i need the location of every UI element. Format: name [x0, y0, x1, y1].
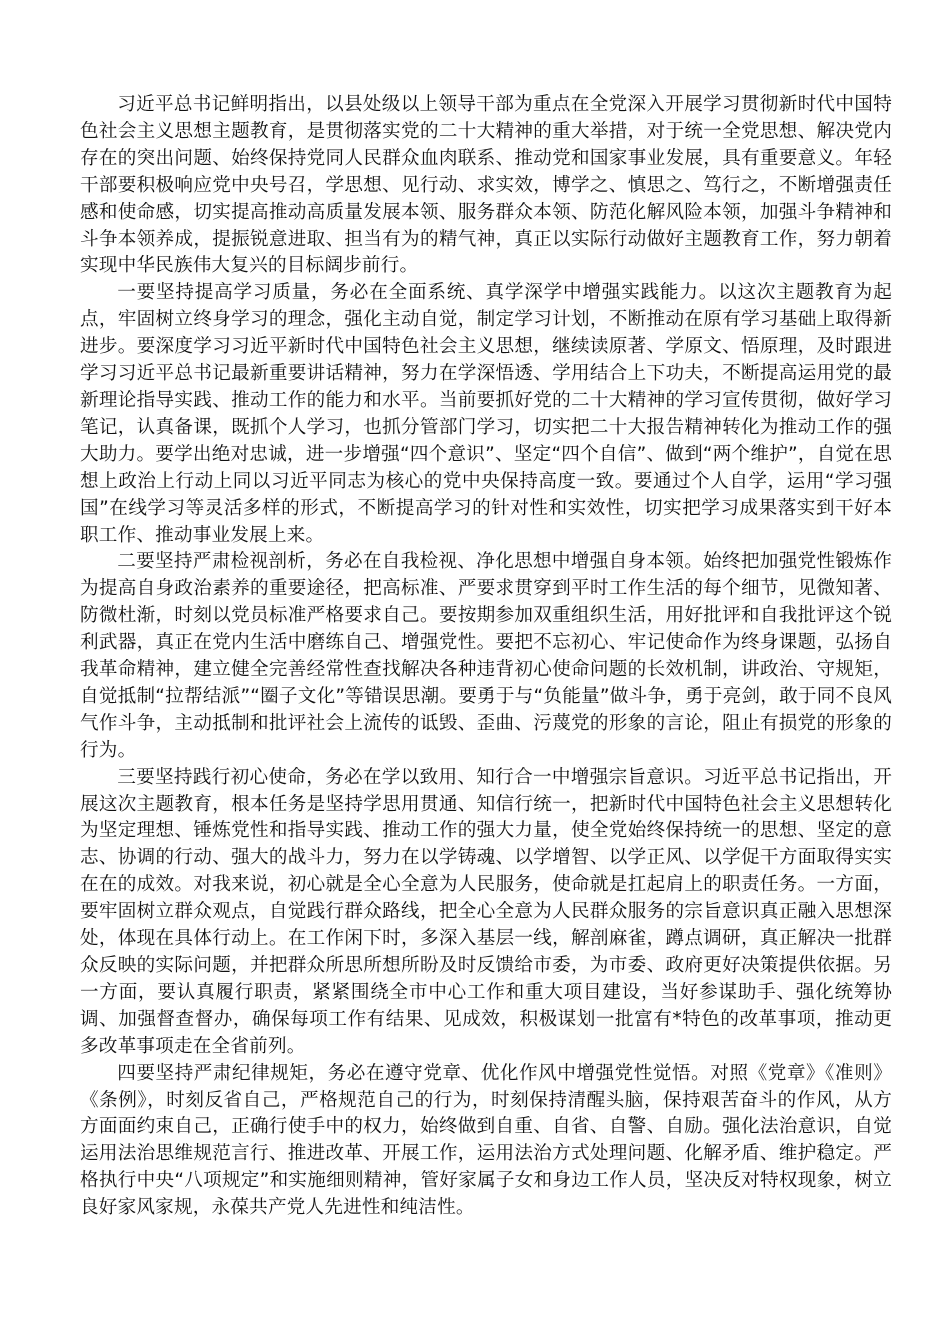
point-one-paragraph: 一要坚持提高学习质量，务必在全面系统、真学深学中增强实践能力。以这次主题教育为起点，牢固树立终身学习的理念，强化主动自觉，制定学习计划，不断推动在原有学习基础上取得新进步。要深度学习习近平新时代中国特色社会主义思想，继续读原著、学原文、悟原理，及时跟进学习习近平总书记最新重要讲话精神，努力在学深悟透、学用结合上下功夫，不断提高运用党的最新理论指导实践、推动工作的能力和水平。当前要抓好党的二十大精神的学习宣传贯彻，做好学习笔记，认真备课，既抓个人学习，也抓分管部门学习，切实把二十大报告精神转化为推动工作的强大助力。要学出绝对忠诚，进一步增强“四个意识”、坚定“四个自信”、做到“两个维护”，自觉在思想上政治上行动上同以习近平同志为核心的党中央保持高度一致。要通过个人自学，运用“学习强国”在线学习等灵活多样的形式，不断提高学习的针对性和实效性，切实把学习成果落实到干好本职工作、推动事业发展上来。: [80, 282, 892, 546]
intro-paragraph: 习近平总书记鲜明指出，以县处级以上领导干部为重点在全党深入开展学习贯彻新时代中国特色社会主义思想主题教育，是贯彻落实党的二十大精神的重大举措，对于统一全党思想、解决党内存在的突出问题、始终保持党同人民群众血肉联系、推动党和国家事业发展，具有重要意义。年轻干部要积极响应党中央号召，学思想、见行动、求实效，博学之、慎思之、笃行之，不断增强责任感和使命感，切实提高推动高质量发展本领、服务群众本领、防范化解风险本领，加强斗争精神和斗争本领养成，提振锐意进取、担当有为的精气神，真正以实际行动做好主题教育工作，努力朝着实现中华民族伟大复兴的目标阔步前行。: [80, 94, 892, 277]
point-four-paragraph: 四要坚持严肃纪律规矩，务必在遵守党章、优化作风中增强党性觉悟。对照《党章》《准则》《条例》，时刻反省自己，严格规范自己的行为，时刻保持清醒头脑，保持艰苦奋斗的作风，从方方面面约束自己，正确行使手中的权力，始终做到自重、自省、自警、自励。强化法治意识，自觉运用法治思维规范言行、推进改革、开展工作，运用法治方式处理问题、化解矛盾、维护稳定。严格执行中央“八项规定”和实施细则精神，管好家属子女和身边工作人员，坚决反对特权现象，树立良好家风家规，永葆共产党人先进性和纯洁性。: [80, 1062, 892, 1219]
document-body: [80, 92, 892, 1222]
point-two-paragraph: 二要坚持严肃检视剖析，务必在自我检视、净化思想中增强自身本领。始终把加强党性锻炼作为提高自身政治素养的重要途径，把高标准、严要求贯穿到平时工作生活的每个细节，见微知著、防微杜渐，时刻以党员标准严格要求自己。要按期参加双重组织生活，用好批评和自我批评这个锐利武器，真正在党内生活中磨练自己、增强党性。要把不忘初心、牢记使命作为终身课题，弘扬自我革命精神，建立健全完善经常性查找解决各种违背初心使命问题的长效机制，讲政治、守规矩，自觉抵制“拉帮结派”“圈子文化”等错误思潮。要勇于与“负能量”做斗争，勇于亮剑，敢于同不良风气作斗争，主动抵制和批评社会上流传的诋毁、歪曲、污蔑党的形象的言论，阻止有损党的形象的行为。: [80, 551, 892, 761]
point-three-paragraph: 三要坚持践行初心使命，务必在学以致用、知行合一中增强宗旨意识。习近平总书记指出，开展这次主题教育，根本任务是坚持学思用贯通、知信行统一，把新时代中国特色社会主义思想转化为坚定理想、锤炼党性和指导实践、推动工作的强大力量，使全党始终保持统一的思想、坚定的意志、协调的行动、强大的战斗力，努力在以学铸魂、以学增智、以学正风、以学促干方面取得实实在在的成效。对我来说，初心就是全心全意为人民服务，使命就是扛起肩上的职责任务。一方面，要牢固树立群众观点，自觉践行群众路线，把全心全意为人民群众服务的宗旨意识真正融入思想深处，体现在具体行动上。在工作闲下时，多深入基层一线，解剖麻雀，蹲点调研，真正解决一批群众反映的实际问题，并把群众所思所想所盼及时反馈给市委，为市委、政府更好决策提供依据。另一方面，要认真履行职责，紧紧围绕全市中心工作和重大项目建设，当好参谋助手、强化统筹协调、加强督查督办，确保每项工作有结果、见成效，积极谋划一批富有*特色的改革事项，推动更多改革事项走在全省前列。: [80, 766, 892, 1057]
